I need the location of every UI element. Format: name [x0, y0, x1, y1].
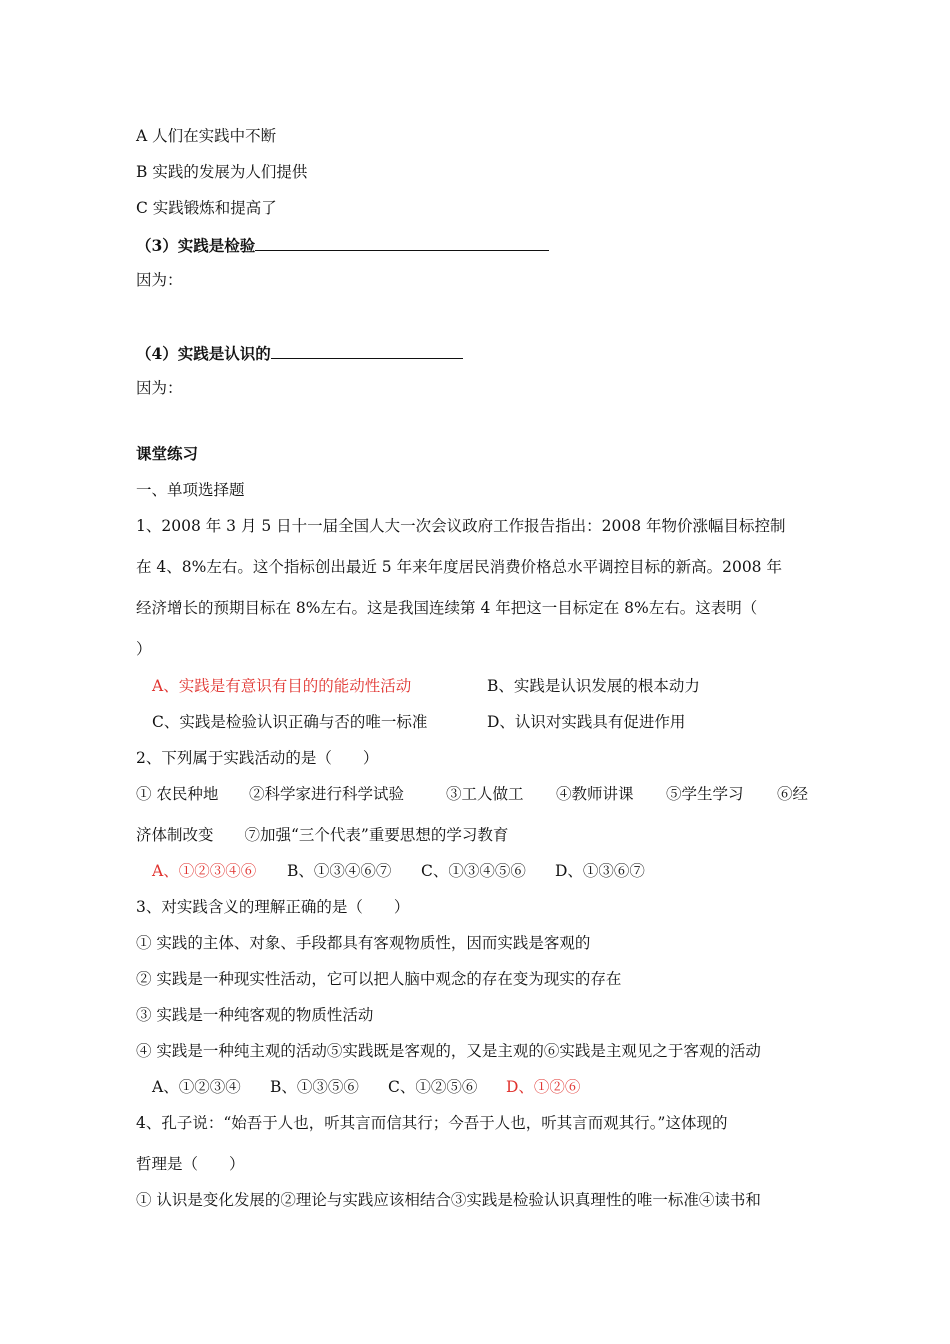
item-3	[136, 234, 549, 256]
q3-statement-4: ④ 实践是一种纯主观的活动⑤实践既是客观的，又是主观的⑥实践是主观见之于客观的活动	[136, 1042, 761, 1060]
because-1: 因为：	[136, 271, 183, 289]
q4-line-2: 哲理是（ ）	[136, 1155, 245, 1173]
q1-line-2: 在 4、8%左右。这个指标创出最近 5 年来年度居民消费价格总水平调控目标的新高。2008 年	[136, 558, 782, 576]
item-3-label: （3）实践是检验	[136, 236, 256, 255]
fill-blank-3[interactable]	[255, 234, 549, 251]
q2-option-a[interactable]: A、①②③④⑥	[152, 862, 257, 880]
line-b: B 实践的发展为人们提供	[136, 163, 308, 181]
line-a: A 人们在实践中不断	[136, 127, 277, 145]
q1-option-d[interactable]: D、认识对实践具有促进作用	[487, 713, 686, 731]
q3-option-a[interactable]: A、①②③④	[152, 1078, 241, 1096]
q3-stem: 3、对实践含义的理解正确的是（ ）	[136, 898, 410, 916]
q3-statement-1: ① 实践的主体、对象、手段都具有客观物质性，因而实践是客观的	[136, 934, 591, 952]
q3-statement-2: ② 实践是一种现实性活动，它可以把人脑中观念的存在变为现实的存在	[136, 970, 622, 988]
q2-item-1: ① 农民种地	[136, 785, 219, 803]
q3-option-b[interactable]: B、①③⑤⑥	[270, 1078, 359, 1096]
q2-item-6: ⑥经	[777, 785, 809, 803]
q1-line-1: 1、2008 年 3 月 5 日十一届全国人大一次会议政府工作报告指出：2008 年物价涨幅目标控制	[136, 517, 786, 535]
q3-statement-3: ③ 实践是一种纯客观的物质性活动	[136, 1006, 374, 1024]
q1-option-c[interactable]: C、实践是检验认识正确与否的唯一标准	[152, 713, 428, 731]
line-c: C 实践锻炼和提高了	[136, 199, 277, 217]
q2-items-line-2: 济体制改变 ⑦加强“三个代表”重要思想的学习教育	[136, 826, 509, 844]
q3-option-c[interactable]: C、①②⑤⑥	[388, 1078, 478, 1096]
q2-option-b[interactable]: B、①③④⑥⑦	[287, 862, 392, 880]
q1-option-b[interactable]: B、实践是认识发展的根本动力	[487, 677, 700, 695]
q2-item-5: ⑤学生学习	[666, 785, 744, 803]
q2-item-4: ④教师讲课	[556, 785, 634, 803]
q4-line-1: 4、孔子说：“始吾于人也，听其言而信其行；今吾于人也，听其言而观其行。”这体现的	[136, 1114, 728, 1132]
q2-option-c[interactable]: C、①③④⑤⑥	[421, 862, 526, 880]
q2-stem: 2、下列属于实践活动的是（ ）	[136, 749, 379, 767]
q1-option-a[interactable]: A、实践是有意识有目的的能动性活动	[152, 677, 412, 695]
fill-blank-4[interactable]	[271, 342, 463, 359]
q2-item-2: ②科学家进行科学试验	[249, 785, 405, 803]
q4-line-3: ① 认识是变化发展的②理论与实践应该相结合③实践是检验认识真理性的唯一标准④读书和	[136, 1191, 761, 1209]
item-4	[136, 342, 463, 364]
q1-line-4: ）	[136, 640, 152, 658]
because-2: 因为：	[136, 379, 183, 397]
q2-option-d[interactable]: D、①③⑥⑦	[555, 862, 645, 880]
q2-item-3: ③工人做工	[446, 785, 524, 803]
item-4-label: （4）实践是认识的	[136, 344, 271, 363]
sub-title: 一、单项选择题	[136, 481, 245, 499]
q1-line-3: 经济增长的预期目标在 8%左右。这是我国连续第 4 年把这一目标定在 8%左右。这表明（	[136, 599, 758, 617]
section-title: 课堂练习	[136, 444, 199, 463]
q3-option-d[interactable]: D、①②⑥	[506, 1078, 581, 1096]
